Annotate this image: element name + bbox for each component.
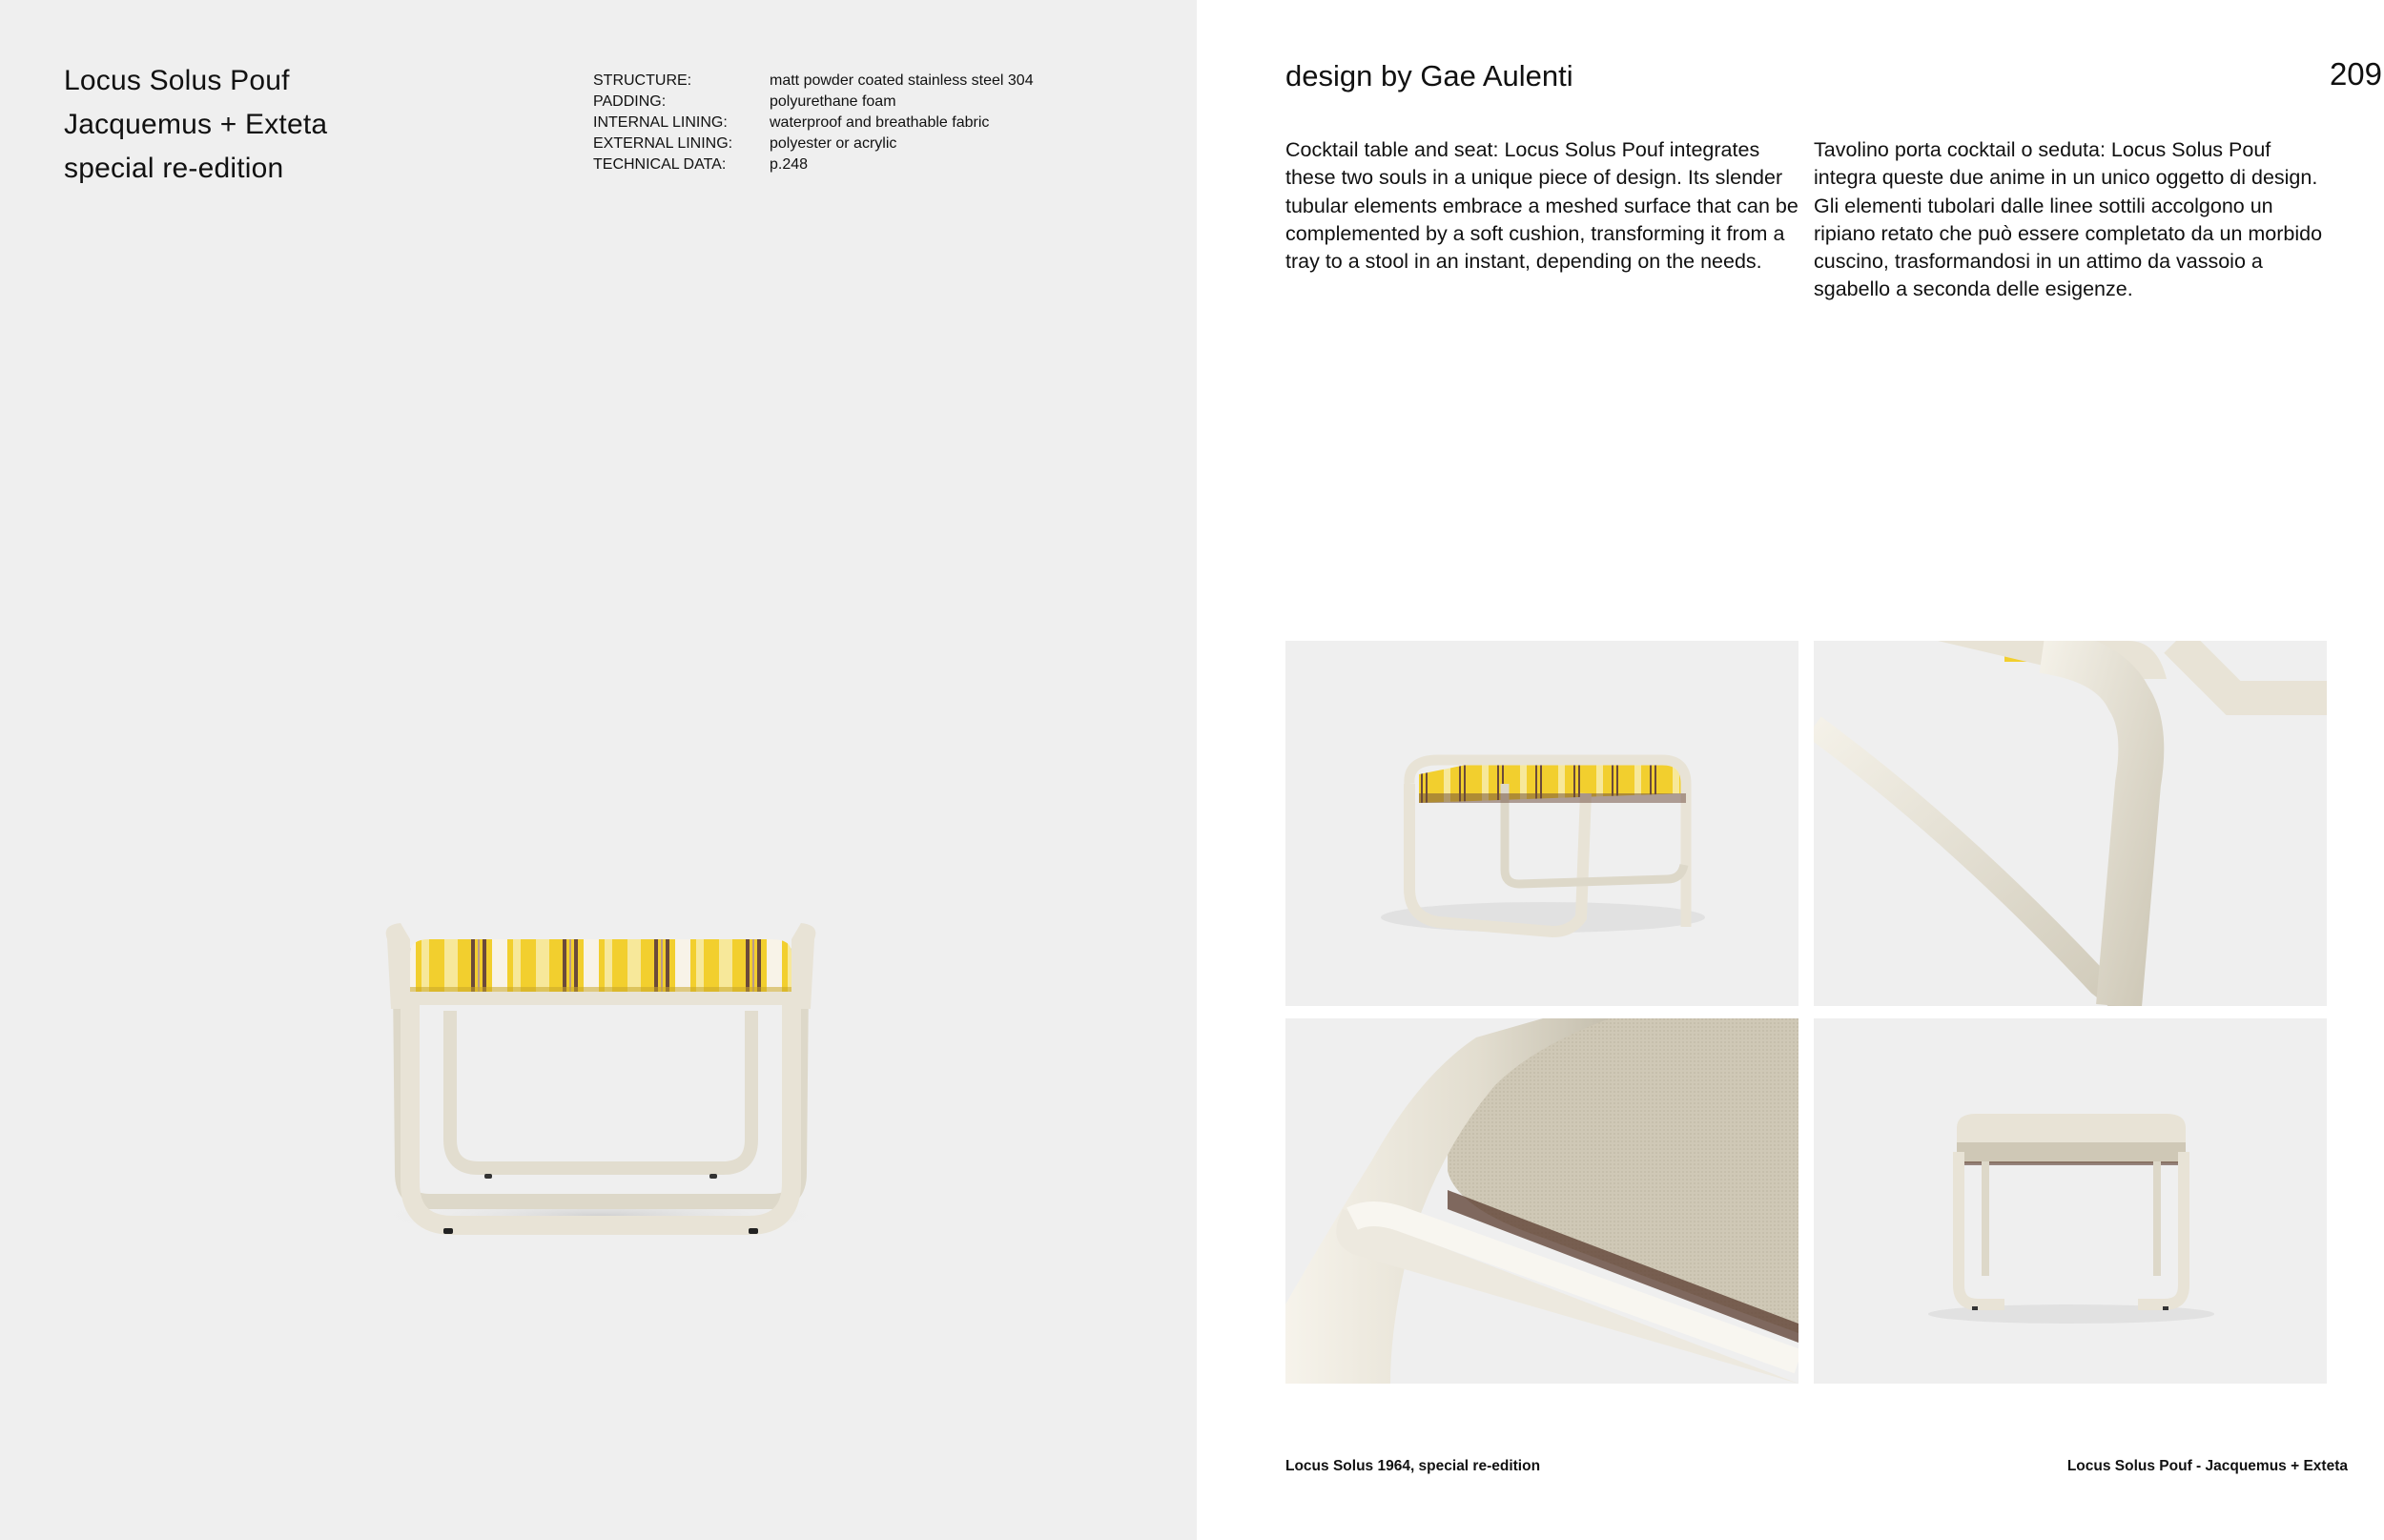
spec-row-internal-lining xyxy=(593,113,1034,133)
right-page xyxy=(1197,0,2384,1540)
description-italian: Tavolino porta cocktail o seduta: Locus Solus Pouf integra queste due anime in un unico oggetto di design. Gli elementi tubolari dalle linee sottili accolgono un ripiano retato che può essere completato da un morbido cuscino, trasformandosi in un attimo da vassoio a sgabello a seconda delle esigenze. xyxy=(1814,138,2323,301)
spec-label: STRUCTURE: xyxy=(593,72,692,89)
photo-cushion-detail xyxy=(1285,1018,1798,1384)
spec-row-technical-data xyxy=(593,154,1034,175)
photo-frame-detail xyxy=(1814,641,2327,1006)
title-line-2: Jacquemus + Exteta xyxy=(64,109,328,140)
spec-table xyxy=(593,71,1034,175)
spec-value: matt powder coated stainless steel 304 xyxy=(770,72,1034,89)
photo-angled-view xyxy=(1285,641,1798,1006)
spec-value: polyester or acrylic xyxy=(770,135,897,152)
designer-credit: design by Gae Aulenti xyxy=(1285,59,1573,92)
spec-label: TECHNICAL DATA: xyxy=(593,156,727,173)
spec-label: INTERNAL LINING: xyxy=(593,114,728,131)
photo-front-view xyxy=(1814,1018,2327,1384)
product-title xyxy=(64,59,327,191)
spec-value: polyurethane foam xyxy=(770,93,896,110)
description-english: Cocktail table and seat: Locus Solus Pouf integrates these two souls in a unique piece of design. Its slender tubular elements embrace a meshed surface that can be complemented by a soft cushion, transforming it from a tray to a stool in an instant, depending on the needs. xyxy=(1285,138,1798,274)
spec-row-padding xyxy=(593,92,1034,113)
title-line-3: special re-edition xyxy=(64,153,284,184)
title-line-1: Locus Solus Pouf xyxy=(64,65,290,96)
page-number: 209 xyxy=(2329,56,2382,92)
spec-label: PADDING: xyxy=(593,93,667,110)
spec-value: waterproof and breathable fabric xyxy=(770,114,990,131)
footer-product: Locus Solus Pouf - Jacquemus + Exteta xyxy=(2066,1458,2348,1474)
main-product-photo xyxy=(343,896,858,1259)
spec-row-external-lining xyxy=(593,133,1034,154)
footer-collection: Locus Solus 1964, special re-edition xyxy=(1285,1458,1541,1474)
spec-row-structure xyxy=(593,71,1034,92)
spec-value: p.248 xyxy=(770,156,809,173)
spec-label: EXTERNAL LINING: xyxy=(593,135,733,152)
